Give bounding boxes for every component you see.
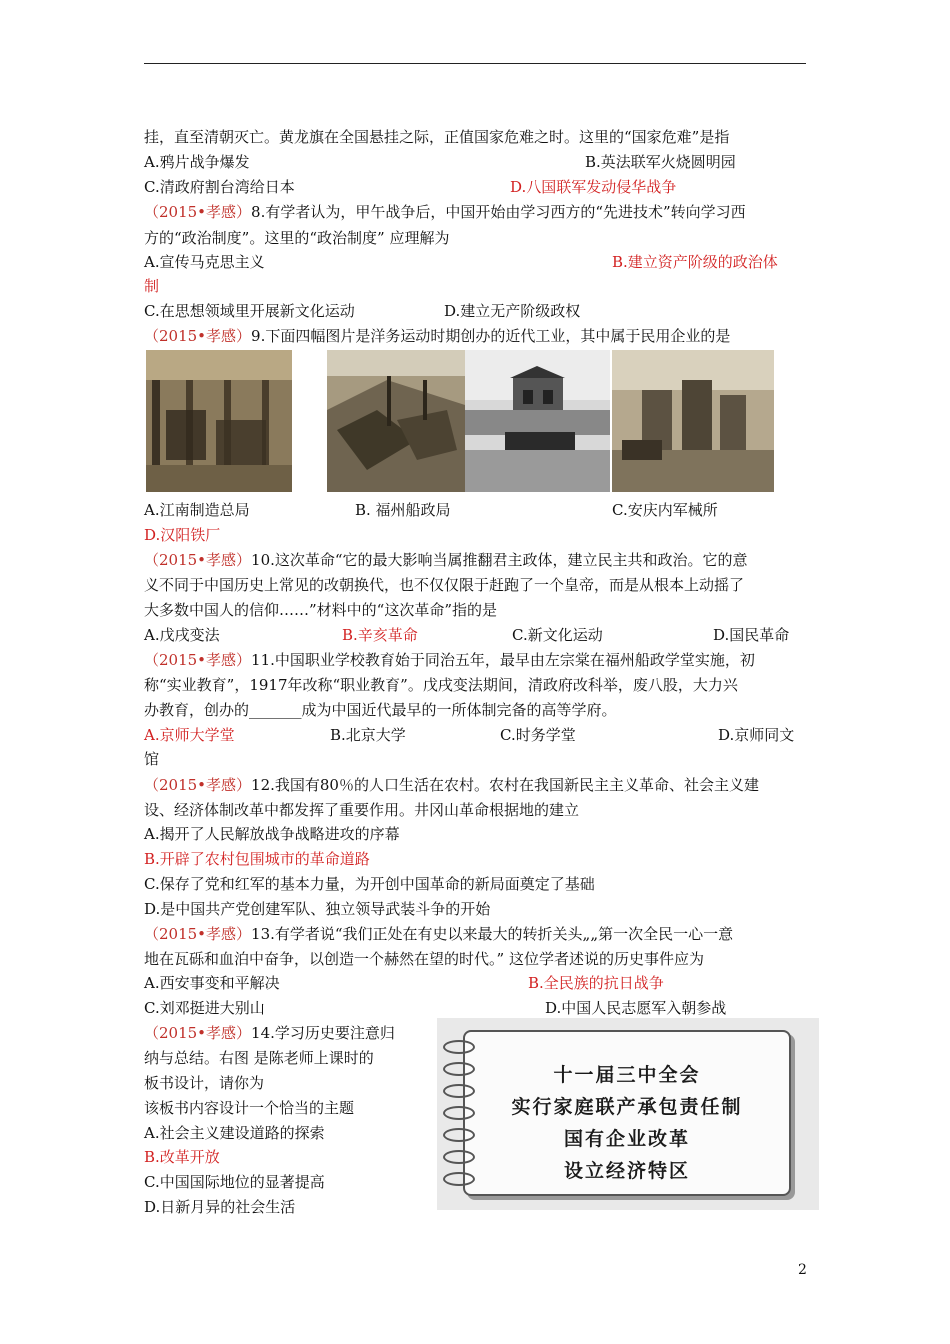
q8-option-c: C.在思想领域里开展新文化运动 xyxy=(144,302,355,320)
q13-source: （2015•孝感） xyxy=(144,925,252,943)
q11-source: （2015•孝感） xyxy=(144,651,252,669)
binder-ring xyxy=(443,1040,475,1054)
binder-ring xyxy=(443,1106,475,1120)
board-line-3: 国有企业改革 xyxy=(563,1128,690,1150)
q7-option-d-answer: D.八国联军发动侵华战争 xyxy=(510,178,677,196)
q13-option-c: C.刘邓挺进大别山 xyxy=(144,999,265,1017)
q12-option-b-answer: B.开辟了农村包围城市的革命道路 xyxy=(144,850,370,868)
q10-stem xyxy=(144,550,748,570)
q10-option-c: C.新文化运动 xyxy=(512,626,603,644)
binder-ring xyxy=(443,1062,475,1076)
q12-option-a: A.揭开了人民解放战争战略进攻的序幕 xyxy=(144,825,400,843)
q14-source: （2015•孝感） xyxy=(144,1024,252,1042)
board-line-4: 设立经济特区 xyxy=(563,1160,690,1182)
q10-stem-line3: 大多数中国人的信仰……”材料中的“这次革命”指的是 xyxy=(144,601,498,619)
q12-option-c: C.保存了党和红军的基本力量，为开创中国革命的新局面奠定了基础 xyxy=(144,875,595,893)
q9-option-d-answer: D.汉阳铁厂 xyxy=(144,526,221,544)
photo-jiangnan-arsenal xyxy=(146,350,292,492)
q13-stem xyxy=(144,924,733,944)
q12-stem-line2: 设、经济体制改革中都发挥了重要作用。井冈山革命根据地的建立 xyxy=(144,801,580,819)
q14-stem-line3: 板书设计，请你为 xyxy=(144,1074,265,1092)
board-line-2: 实行家庭联产承包责任制 xyxy=(511,1096,743,1118)
q11-stem xyxy=(144,650,755,670)
q11-option-b: B.北京大学 xyxy=(330,726,406,744)
q14-option-d: D.日新月异的社会生活 xyxy=(144,1198,296,1216)
binder-ring xyxy=(443,1172,475,1186)
binder-ring xyxy=(443,1084,475,1098)
q8-option-b-answer-cont: 制 xyxy=(144,277,160,295)
q10-option-a: A.戊戌变法 xyxy=(144,626,220,644)
q11-stem-text: 11.中国职业学校教育始于同治五年，最早由左宗棠在福州船政学堂实施，初 xyxy=(251,651,755,669)
header-rule xyxy=(144,63,806,64)
q11-option-d: D.京师同文 xyxy=(718,726,795,744)
q8-stem xyxy=(144,202,746,222)
q12-option-d: D.是中国共产党创建军队、独立领导武装斗争的开始 xyxy=(144,900,491,918)
q14-option-c: C.中国国际地位的显著提高 xyxy=(144,1173,325,1191)
q8-stem-line2: 方的“政治制度”。这里的“政治制度” 应理解为 xyxy=(144,229,450,247)
q10-stem-line2: 义不同于中国历史上常见的改朝换代，也不仅仅限于赶跑了一个皇帝，而是从根本上动摇了 xyxy=(144,576,745,594)
binder-ring xyxy=(443,1128,475,1142)
q9-option-a: A.江南制造总局 xyxy=(144,501,250,519)
q10-stem-text: 10.这次革命“它的最大影响当属推翻君主政体，建立民主共和政治。它的意 xyxy=(251,551,748,569)
photo-anqing-arsenal xyxy=(465,350,610,492)
q9-stem xyxy=(144,326,730,346)
q14-option-b-answer: B.改革开放 xyxy=(144,1148,220,1166)
q9-option-c: C.安庆内军械所 xyxy=(612,501,718,519)
q8-option-b-answer: B.建立资产阶级的政治体 xyxy=(612,253,778,271)
q9-source: （2015•孝感） xyxy=(144,327,252,345)
q14-stem xyxy=(144,1023,395,1043)
q9-stem-text: 9.下面四幅图片是洋务运动时期创办的近代工业，其中属于民用企业的是 xyxy=(251,327,731,345)
binder-ring xyxy=(443,1150,475,1164)
q10-option-b-answer: B.辛亥革命 xyxy=(342,626,418,644)
q13-stem-line2: 地在瓦砾和血泊中奋争，以创造一个赫然在望的时代。” 这位学者述说的历史事件应为 xyxy=(144,950,704,968)
page-number: 2 xyxy=(798,1262,807,1278)
q13-option-b-answer: B.全民族的抗日战争 xyxy=(528,974,664,992)
q8-option-d: D.建立无产阶级政权 xyxy=(444,302,581,320)
q14-stem-line4: 该板书内容设计一个恰当的主题 xyxy=(144,1099,355,1117)
notebook-page xyxy=(463,1030,791,1196)
q8-stem-text: 8.有学者认为，甲午战争后，中国开始由学习西方的“先进技术”转向学习西 xyxy=(251,203,746,221)
q12-stem xyxy=(144,775,759,795)
q14-stem-text: 14.学习历史要注意归 xyxy=(251,1024,395,1042)
q8-option-a: A.宣传马克思主义 xyxy=(144,253,265,271)
q10-source: （2015•孝感） xyxy=(144,551,252,569)
blackboard-notes-image xyxy=(437,1018,819,1210)
q11-option-c: C.时务学堂 xyxy=(500,726,576,744)
q8-source: （2015•孝感） xyxy=(144,203,252,221)
q11-option-d-cont: 馆 xyxy=(144,750,160,768)
q12-stem-text: 12.我国有80％的人口生活在农村。农村在我国新民主主义革命、社会主义建 xyxy=(251,776,759,794)
q11-option-a-answer: A.京师大学堂 xyxy=(144,726,235,744)
q9-option-b: B. 福州船政局 xyxy=(355,501,451,519)
q11-stem-line3: 办教育，创办的_______成为中国近代最早的一所体制完备的高等学府。 xyxy=(144,701,617,719)
q13-option-a: A.西安事变和平解决 xyxy=(144,974,280,992)
board-line-1: 十一届三中全会 xyxy=(553,1064,701,1086)
q7-option-b: B.英法联军火烧圆明园 xyxy=(585,153,736,171)
q7-stem-tail: 挂，直至清朝灭亡。黄龙旗在全国悬挂之际，正值国家危难之时。这里的“国家危难”是指 xyxy=(144,128,730,146)
q7-option-c: C.清政府割台湾给日本 xyxy=(144,178,295,196)
q11-stem-line2: 称“实业教育”，1917年改称“职业教育”。戊戌变法期间，清政府改科举，废八股，大力兴 xyxy=(144,676,738,694)
q7-option-a: A.鸦片战争爆发 xyxy=(144,153,250,171)
q14-stem-line2: 纳与总结。右图 是陈老师上课时的 xyxy=(144,1049,374,1067)
q10-option-d: D.国民革命 xyxy=(713,626,790,644)
q12-source: （2015•孝感） xyxy=(144,776,252,794)
q14-option-a: A.社会主义建设道路的探索 xyxy=(144,1124,325,1142)
q13-option-d: D.中国人民志愿军入朝参战 xyxy=(545,999,727,1017)
photo-hanyang-ironworks xyxy=(612,350,774,492)
photo-fuzhou-shipyard xyxy=(327,350,465,492)
q13-stem-text: 13.有学者说“我们正处在有史以来最大的转折关头„„第一次全民一心一意 xyxy=(251,925,734,943)
